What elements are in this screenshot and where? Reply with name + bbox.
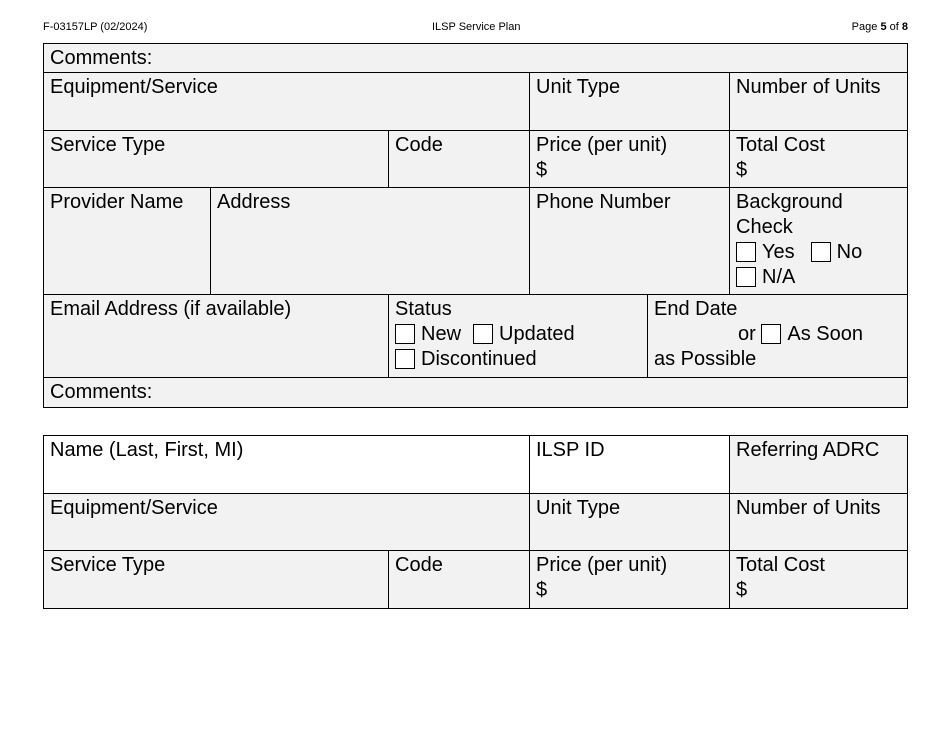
service-type-label: Service Type (50, 134, 166, 156)
yes-label: Yes (762, 241, 795, 263)
email-status-row (44, 295, 907, 378)
background-check-options (736, 240, 901, 265)
total-cost-currency-symbol: $ (736, 579, 748, 601)
code-label: Code (395, 554, 443, 576)
na-label: N/A (762, 266, 796, 288)
name-field[interactable] (44, 436, 530, 493)
email-address-label: Email Address (if available) (50, 298, 292, 320)
background-check-label: Background (736, 191, 843, 213)
provider-row (44, 188, 907, 295)
phone-number-field[interactable] (530, 188, 730, 294)
status-field (389, 295, 648, 377)
referring-adrc-label: Referring ADRC (736, 439, 880, 461)
comments-field-top[interactable] (44, 44, 907, 72)
unit-type-field-2[interactable] (530, 494, 730, 550)
price-currency-symbol: $ (536, 159, 548, 181)
total-cost-field[interactable] (730, 131, 907, 187)
status-label: Status (395, 298, 452, 320)
name-row (44, 436, 907, 494)
comments-row-bottom (44, 378, 907, 407)
end-date-field[interactable] (648, 295, 907, 377)
price-per-unit-field-2[interactable] (530, 551, 730, 608)
total-cost-label: Total Cost (736, 134, 825, 156)
service-type-row (44, 131, 907, 188)
status-updated-checkbox[interactable] (473, 324, 493, 344)
equipment-row-2 (44, 494, 907, 551)
ilsp-id-field[interactable] (530, 436, 730, 493)
background-check-label-cont: Check (736, 216, 793, 238)
equipment-service-field-2[interactable] (44, 494, 530, 550)
or-label: or (738, 323, 756, 345)
form-title: ILSP Service Plan (432, 21, 521, 33)
comments-field-bottom[interactable] (44, 378, 907, 407)
service-type-label: Service Type (50, 554, 166, 576)
status-discontinued-checkbox[interactable] (395, 349, 415, 369)
code-label: Code (395, 134, 443, 156)
price-currency-symbol: $ (536, 579, 548, 601)
code-field-2[interactable] (389, 551, 530, 608)
provider-name-field[interactable] (44, 188, 211, 294)
background-check-no-checkbox[interactable] (811, 242, 831, 262)
address-label: Address (217, 191, 291, 213)
updated-label: Updated (499, 323, 575, 345)
discontinued-label: Discontinued (421, 348, 537, 370)
as-soon-label: As Soon (787, 323, 863, 345)
total-cost-field-2[interactable] (730, 551, 907, 608)
background-check-yes-checkbox[interactable] (736, 242, 756, 262)
code-field[interactable] (389, 131, 530, 187)
provider-name-label: Provider Name (50, 191, 184, 213)
total-cost-label: Total Cost (736, 554, 825, 576)
number-of-units-field-2[interactable] (730, 494, 907, 550)
equipment-row (44, 73, 907, 131)
page-label: Page (851, 21, 878, 33)
equipment-service-label: Equipment/Service (50, 76, 218, 98)
ilsp-id-label: ILSP ID (536, 439, 605, 461)
unit-type-label: Unit Type (536, 497, 621, 519)
background-check-na-checkbox[interactable] (736, 267, 756, 287)
page-indicator (852, 21, 908, 34)
service-type-row-2 (44, 551, 907, 608)
comments-label: Comments: (50, 381, 153, 403)
number-of-units-label: Number of Units (736, 76, 881, 98)
phone-number-label: Phone Number (536, 191, 671, 213)
referring-adrc-field[interactable] (730, 436, 907, 493)
comments-row-top (44, 44, 907, 73)
status-new-checkbox[interactable] (395, 324, 415, 344)
end-date-asap-checkbox[interactable] (761, 324, 781, 344)
number-of-units-field[interactable] (730, 73, 907, 130)
background-check-field (730, 188, 907, 294)
equipment-service-field[interactable] (44, 73, 530, 130)
price-per-unit-label: Price (per unit) (536, 134, 668, 156)
new-label: New (421, 323, 462, 345)
status-options (395, 322, 641, 347)
service-form-section-1 (43, 43, 908, 408)
equipment-service-label: Equipment/Service (50, 497, 218, 519)
form-id: F-03157LP (02/2024) (43, 21, 148, 33)
price-per-unit-field[interactable] (530, 131, 730, 187)
as-possible-label: as Possible (654, 348, 757, 370)
service-type-field-2[interactable] (44, 551, 389, 608)
service-form-section-2 (43, 435, 908, 609)
unit-type-label: Unit Type (536, 76, 621, 98)
background-check-na-option (736, 265, 901, 290)
number-of-units-label: Number of Units (736, 497, 881, 519)
email-address-field[interactable] (44, 295, 389, 377)
no-label: No (836, 241, 863, 263)
service-type-field[interactable] (44, 131, 389, 187)
comments-label: Comments: (50, 47, 153, 69)
end-date-label: End Date (654, 298, 738, 320)
status-discontinued-option (395, 347, 641, 372)
page-total: 8 (901, 21, 908, 33)
page-number: 5 (880, 21, 887, 33)
name-label: Name (Last, First, MI) (50, 439, 244, 461)
page-of-label: of (889, 21, 899, 33)
end-date-options (654, 322, 901, 347)
address-field[interactable] (211, 188, 530, 294)
total-cost-currency-symbol: $ (736, 159, 748, 181)
unit-type-field[interactable] (530, 73, 730, 130)
price-per-unit-label: Price (per unit) (536, 554, 668, 576)
